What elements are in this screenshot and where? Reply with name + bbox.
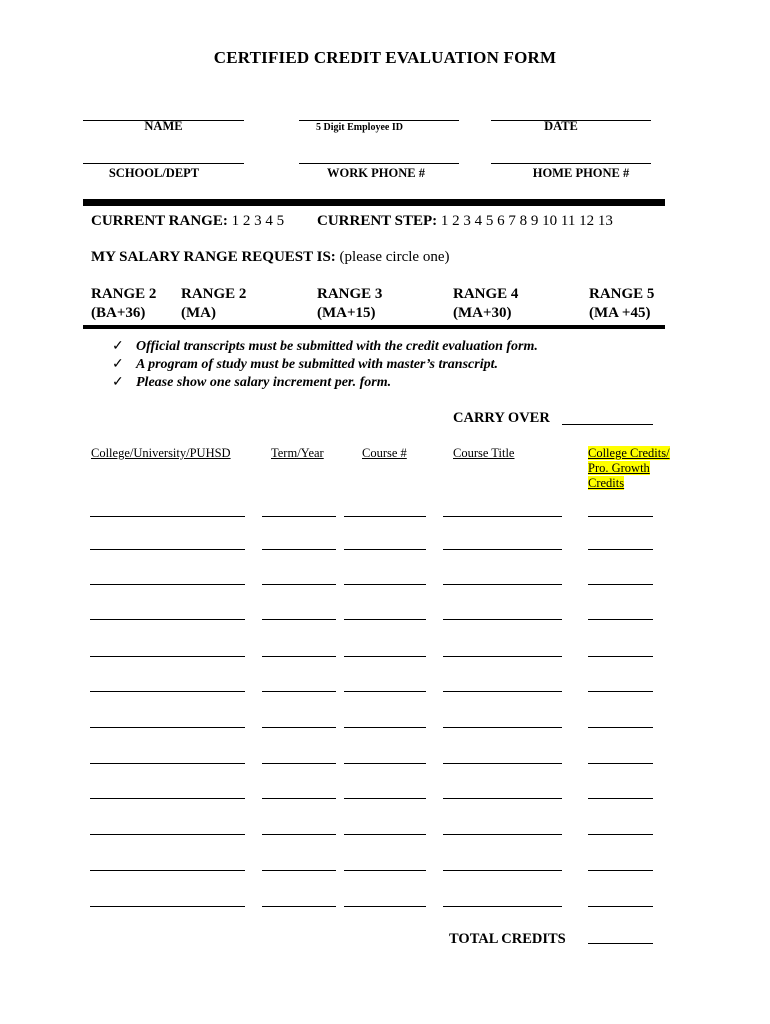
salary-request [91,249,449,266]
entry-field-line[interactable] [262,870,336,871]
entry-field-line[interactable] [344,584,426,585]
credits-header-line: Credits [588,476,625,490]
entry-field-line[interactable] [262,584,336,585]
entry-field-line[interactable] [90,549,245,550]
entry-field-line[interactable] [443,798,562,799]
entry-field-line[interactable] [443,870,562,871]
entry-field-line[interactable] [588,656,653,657]
entry-field-line[interactable] [588,798,653,799]
range-option[interactable] [317,285,382,323]
entry-field-line[interactable] [443,691,562,692]
total-credits-field-line[interactable] [588,943,653,944]
range-option[interactable] [91,285,156,323]
entry-field-line[interactable] [588,834,653,835]
entry-field-line[interactable] [588,691,653,692]
check-icon: ✓ [112,339,124,354]
entry-field-line[interactable] [443,619,562,620]
current-step [317,213,613,230]
entry-field-line[interactable] [588,870,653,871]
range-name: RANGE 3 [317,286,383,302]
entry-field-line[interactable] [443,906,562,907]
date-label: DATE [544,119,578,133]
check-icon: ✓ [112,357,124,372]
entry-field-line[interactable] [344,691,426,692]
entry-field-line[interactable] [443,549,562,550]
carry-over-field-line[interactable] [562,424,653,425]
home-phone-field-line[interactable] [491,163,651,164]
home-phone-label: HOME PHONE # [532,166,630,180]
entry-field-line[interactable] [262,834,336,835]
entry-field-line[interactable] [344,549,426,550]
entry-field-line[interactable] [262,727,336,728]
entry-field-line[interactable] [262,691,336,692]
entry-field-line[interactable] [262,763,336,764]
current-range [91,213,284,230]
work-phone-field-line[interactable] [299,163,459,164]
carry-over-label: CARRY OVER [453,410,550,426]
employee-id-label: 5 Digit Employee ID [316,122,403,133]
range-name: RANGE 5 [589,286,655,302]
entry-field-line[interactable] [344,870,426,871]
range-name: RANGE 2 [91,286,157,302]
credits-header-line: College Credits/ [588,446,670,460]
range-detail: (BA+36) [91,305,146,321]
credits-header-line: Pro. Growth [588,461,650,475]
entry-field-line[interactable] [90,516,245,517]
entry-field-line[interactable] [588,584,653,585]
range-name: RANGE 4 [453,286,519,302]
entry-field-line[interactable] [90,834,245,835]
entry-field-line[interactable] [262,906,336,907]
column-header-credits [588,446,670,491]
entry-field-line[interactable] [90,906,245,907]
entry-field-line[interactable] [90,763,245,764]
entry-field-line[interactable] [588,727,653,728]
current-step-label: CURRENT STEP: [317,213,438,229]
range-option[interactable] [181,285,246,323]
page-title: CERTIFIED CREDIT EVALUATION FORM [213,48,557,67]
entry-field-line[interactable] [262,619,336,620]
range-detail: (MA) [181,305,216,321]
entry-field-line[interactable] [344,763,426,764]
range-option[interactable] [453,285,518,323]
entry-field-line[interactable] [344,516,426,517]
entry-field-line[interactable] [443,834,562,835]
range-detail: (MA+15) [317,305,376,321]
column-header-course-number: Course # [362,446,407,460]
entry-field-line[interactable] [90,798,245,799]
school-dept-field-line[interactable] [83,163,244,164]
entry-field-line[interactable] [90,619,245,620]
entry-field-line[interactable] [344,906,426,907]
range-name: RANGE 2 [181,286,247,302]
current-step-values[interactable]: 1 2 3 4 5 6 7 8 9 10 11 12 13 [440,213,613,229]
entry-field-line[interactable] [588,516,653,517]
entry-field-line[interactable] [90,656,245,657]
check-icon: ✓ [112,375,124,390]
column-header-college: College/University/PUHSD [91,446,231,460]
range-detail: (MA+30) [453,305,512,321]
column-header-term: Term/Year [271,446,324,460]
entry-field-line[interactable] [443,584,562,585]
current-range-values[interactable]: 1 2 3 4 5 [231,213,285,229]
column-header-course-title: Course Title [453,446,515,460]
entry-field-line[interactable] [443,727,562,728]
mid-divider [83,325,665,329]
employee-id-field-line[interactable] [299,120,459,121]
current-range-label: CURRENT RANGE: [91,213,228,229]
entry-field-line[interactable] [443,656,562,657]
entry-field-line[interactable] [90,691,245,692]
entry-field-line[interactable] [344,656,426,657]
entry-field-line[interactable] [90,584,245,585]
entry-field-line[interactable] [588,906,653,907]
entry-field-line[interactable] [344,619,426,620]
entry-field-line[interactable] [588,763,653,764]
work-phone-label: WORK PHONE # [327,166,425,180]
entry-field-line[interactable] [344,834,426,835]
total-credits-label: TOTAL CREDITS [449,931,566,947]
entry-field-line[interactable] [588,619,653,620]
salary-request-label: MY SALARY RANGE REQUEST IS: [91,249,336,265]
entry-field-line[interactable] [90,727,245,728]
top-divider [83,199,665,206]
entry-field-line[interactable] [443,516,562,517]
salary-request-hint: (please circle one) [339,249,450,265]
entry-field-line[interactable] [262,516,336,517]
note-item: A program of study must be submitted with master’s transcript. [136,357,498,372]
school-dept-label: SCHOOL/DEPT [108,166,200,180]
entry-field-line[interactable] [262,549,336,550]
entry-field-line[interactable] [90,870,245,871]
note-item: Official transcripts must be submitted with the credit evaluation form. [136,339,538,354]
entry-field-line[interactable] [344,798,426,799]
note-item: Please show one salary increment per. form. [136,375,392,390]
entry-field-line[interactable] [262,656,336,657]
entry-field-line[interactable] [443,763,562,764]
range-option[interactable] [589,285,654,323]
range-detail: (MA +45) [589,305,651,321]
entry-field-line[interactable] [588,549,653,550]
name-label: NAME [144,119,183,133]
entry-field-line[interactable] [262,798,336,799]
entry-field-line[interactable] [344,727,426,728]
